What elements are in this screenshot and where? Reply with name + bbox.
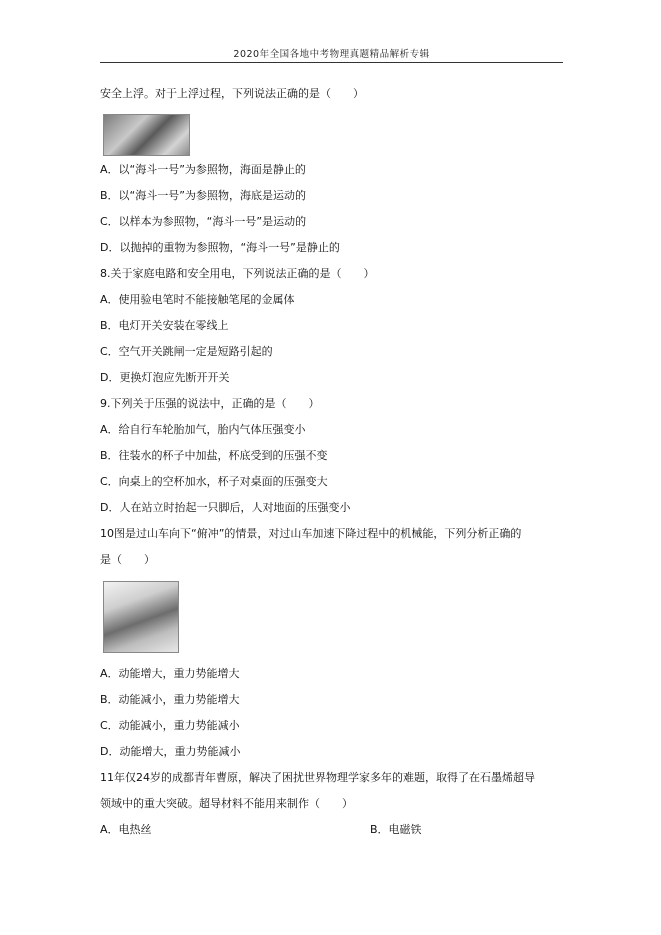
q10-option-c: C．动能减小，重力势能减小 bbox=[100, 719, 240, 732]
q9-stem: 9.下列关于压强的说法中，正确的是（ ） bbox=[100, 397, 320, 410]
page-header: 2020年全国各地中考物理真题精品解析专辑 bbox=[233, 49, 430, 60]
q7-option-c: C．以样本为参照物，“海斗一号”是运动的 bbox=[100, 215, 307, 228]
q10-stem-line2: 是（ ） bbox=[100, 553, 155, 566]
header-divider bbox=[100, 62, 563, 63]
q9-option-c: C．向桌上的空杯加水，杯子对桌面的压强变大 bbox=[100, 475, 328, 488]
q10-option-a: A．动能增大，重力势能增大 bbox=[100, 667, 240, 680]
q10-option-b: B．动能减小，重力势能增大 bbox=[100, 693, 240, 706]
q9-option-d: D．人在站立时抬起一只脚后，人对地面的压强变小 bbox=[100, 501, 351, 514]
q11-stem-line1: 11年仅24岁的成都青年曹原，解决了困扰世界物理学家多年的难题，取得了在石墨烯超导 bbox=[100, 771, 535, 784]
q9-option-a: A．给自行车轮胎加气，胎内气体压强变小 bbox=[100, 423, 306, 436]
q8-stem: 8.关于家庭电路和安全用电，下列说法正确的是（ ） bbox=[100, 267, 375, 280]
q9-option-b: B．往装水的杯子中加盐，杯底受到的压强不变 bbox=[100, 449, 328, 462]
q7-stem: 安全上浮。对于上浮过程，下列说法正确的是（ ） bbox=[100, 87, 364, 100]
q8-option-b: B．电灯开关安装在零线上 bbox=[100, 319, 229, 332]
q7-option-a: A．以“海斗一号”为参照物，海面是静止的 bbox=[100, 163, 306, 176]
q11-stem-line2: 领域中的重大突破。超导材料不能用来制作（ ） bbox=[100, 797, 353, 810]
q7-option-b: B．以“海斗一号”为参照物，海底是运动的 bbox=[100, 189, 306, 202]
q11-option-b: B．电磁铁 bbox=[370, 823, 422, 836]
q8-option-d: D．更换灯泡应先断开开关 bbox=[100, 371, 230, 384]
q8-option-a: A．使用验电笔时不能接触笔尾的金属体 bbox=[100, 293, 295, 306]
q11-option-a: A．电热丝 bbox=[100, 823, 152, 836]
q7-option-d: D．以抛掉的重物为参照物，“海斗一号”是静止的 bbox=[100, 241, 340, 254]
q10-stem-line1: 10图是过山车向下“俯冲”的情景，对过山车加速下降过程中的机械能，下列分析正确的 bbox=[100, 527, 522, 540]
q8-option-c: C．空气开关跳闸一定是短路引起的 bbox=[100, 345, 273, 358]
submarine-photo-icon bbox=[103, 114, 190, 156]
q10-option-d: D．动能增大，重力势能减小 bbox=[100, 745, 241, 758]
roller-coaster-photo-icon bbox=[103, 581, 179, 653]
